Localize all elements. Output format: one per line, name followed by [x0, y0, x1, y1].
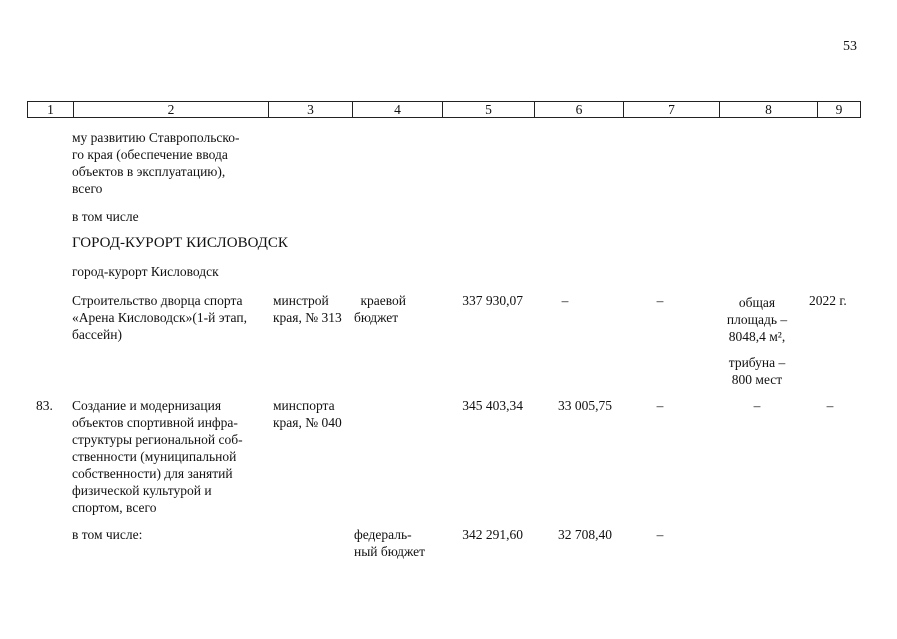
column-header-3: 3	[269, 102, 353, 117]
region-subheading: город-курорт Кисловодск	[72, 264, 219, 279]
column-header-row	[27, 101, 861, 118]
arena-col8-stands: трибуна – 800 мест	[728, 355, 786, 387]
arena-col5: 337 930,07	[462, 293, 523, 308]
item83-name: Создание и модернизация объектов спортивной инфра- структуры региональной соб- ственности (муниципальной собственности) для занятий физической культурой и спортом, всего	[72, 398, 243, 515]
including-label: в том числе	[72, 209, 139, 224]
item83-including-col7: –	[656, 527, 664, 542]
column-header-1: 1	[28, 102, 74, 117]
item83-customer: минспорта края, № 040	[273, 398, 342, 430]
arena-customer: минстрой края, № 313	[273, 293, 342, 325]
arena-col9: 2022 г.	[809, 293, 847, 308]
column-header-6: 6	[535, 102, 624, 117]
item83-including-source: федераль- ный бюджет	[354, 527, 426, 559]
item83-col5: 345 403,34	[462, 398, 523, 413]
column-header-5: 5	[443, 102, 535, 117]
item83-col6: 33 005,75	[558, 398, 612, 413]
region-heading: ГОРОД-КУРОРТ КИСЛОВОДСК	[72, 235, 288, 251]
item83-col9: –	[826, 398, 834, 413]
item83-col7: –	[656, 398, 664, 413]
arena-col7: –	[656, 293, 664, 308]
item83-including-col6: 32 708,40	[558, 527, 612, 542]
item83-including-col5: 342 291,60	[462, 527, 523, 542]
column-header-7: 7	[624, 102, 720, 117]
page-number: 53	[843, 39, 857, 54]
arena-source: краевой бюджет	[354, 293, 406, 325]
arena-col6: –	[561, 293, 569, 308]
arena-col8-area: общая площадь – 8048,4 м²,	[726, 295, 788, 344]
column-header-8: 8	[720, 102, 818, 117]
item83-col8: –	[753, 398, 761, 413]
item83-number: 83.	[36, 398, 53, 413]
continuation-name: му развитию Ставропольско- го края (обеспечение ввода объектов в эксплуатацию), всего	[72, 130, 240, 196]
column-header-4: 4	[353, 102, 443, 117]
item83-including-label: в том числе:	[72, 527, 143, 542]
column-header-9: 9	[835, 102, 843, 117]
column-header-2: 2	[74, 102, 269, 117]
arena-name: Строительство дворца спорта «Арена Кисловодск»(1-й этап, бассейн)	[72, 293, 247, 342]
